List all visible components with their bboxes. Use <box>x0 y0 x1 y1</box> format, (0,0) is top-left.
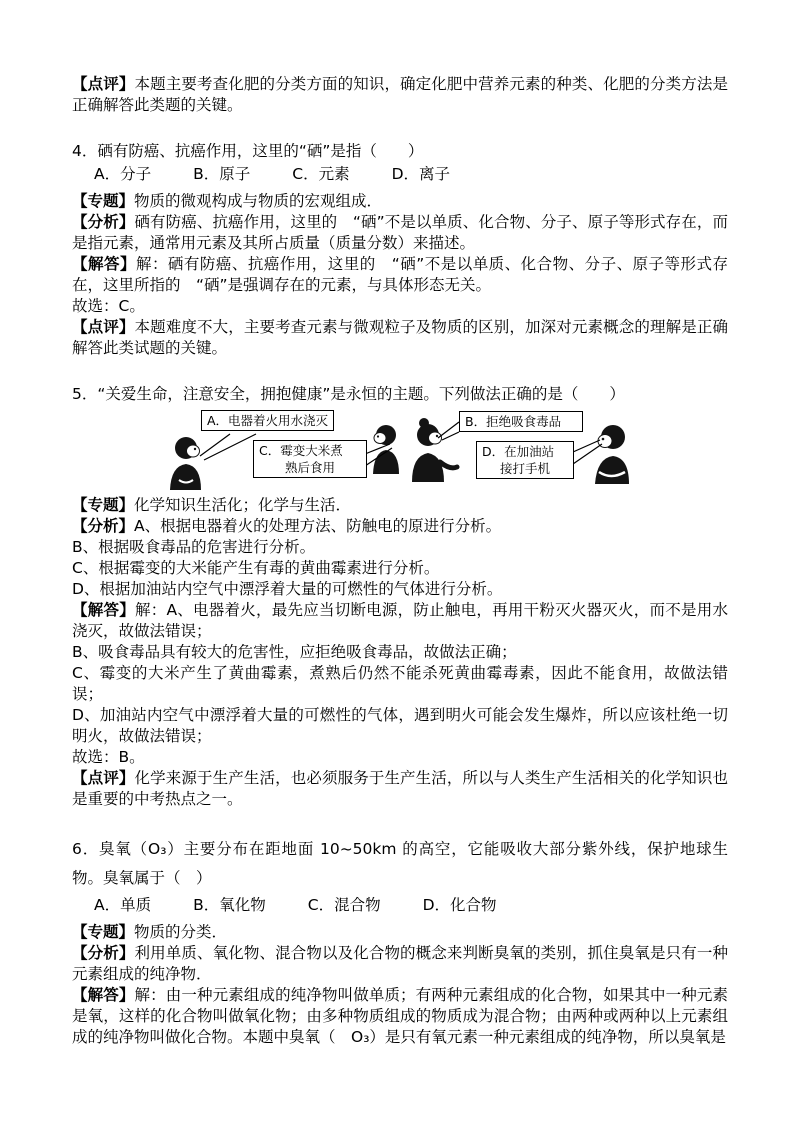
bubble-option-a: A．电器着火用水浇灭 <box>201 410 334 431</box>
q4-topic-text: 物质的微观构成与物质的宏观组成． <box>134 192 383 210</box>
topic-label: 【专题】 <box>72 192 135 210</box>
q5-analysis-a-text: A、根据电器着火的处理方法、防触电的原进行分析。 <box>134 517 502 535</box>
q6-options <box>94 895 728 916</box>
q6-answer <box>72 985 728 1048</box>
q6-option-d: D．化合物 <box>422 896 497 914</box>
analysis-label: 【分析】 <box>72 213 135 231</box>
q6-analysis <box>72 943 728 985</box>
q4-analysis-text: 硒有防癌、抗癌作用，这里的 “硒”不是以单质、化合物、分子、原子等形式存在，而是指元素，通常用元素及其所占质量（质量分数）来描述。 <box>72 213 728 252</box>
q5-answer-a-text: 解：A、电器着火，最先应当切断电源，防止触电，再用干粉灭火器灭火，而不是用水浇灭，故做法错误； <box>72 601 728 640</box>
q3-review <box>72 74 728 116</box>
q4-answer-text: 解：硒有防癌、抗癌作用，这里的 “硒”不是以单质、化合物、分子、原子等形式存在，这里所指的 “硒”是强调存在的元素，与具体形态无关。 <box>72 255 728 294</box>
q4-review <box>72 317 728 359</box>
q6-option-a: A．单质 <box>94 896 152 914</box>
q6-topic-text: 物质的分类． <box>134 923 228 941</box>
q5-analysis-d: D、根据加油站内空气中漂浮着大量的可燃性的气体进行分析。 <box>72 580 503 598</box>
q5-answer-a <box>72 600 728 642</box>
q5-question: 5．“关爱生命，注意安全，拥抱健康”是永恒的主题。下列做法正确的是（ ） <box>72 385 625 403</box>
q5-answer-b: B、吸食毒品具有较大的危害性，应拒绝吸食毒品，故做法正确； <box>72 643 517 661</box>
answer-label: 【解答】 <box>72 986 135 1004</box>
q5-topic <box>72 495 728 516</box>
q5-conclusion: 故选：B。 <box>72 748 145 766</box>
q5-answer-d: D、加油站内空气中漂浮着大量的可燃性的气体，遇到明火可能会发生爆炸，所以应该杜绝一切明火，故做法错误； <box>72 706 728 745</box>
q5-analysis-c: C、根据霉变的大米能产生有毒的黄曲霉素进行分析。 <box>72 559 440 577</box>
bubble-option-b: B．拒绝吸食毒品 <box>459 411 583 432</box>
review-label: 【点评】 <box>72 769 135 787</box>
q5-answer-c: C、霉变的大米产生了黄曲霉素，煮熟后仍然不能杀死黄曲霉毒素，因此不能食用，故做法错误； <box>72 664 728 703</box>
q5-review <box>72 768 728 810</box>
q6-option-c: C．混合物 <box>307 896 381 914</box>
q6-question: 6．臭氧（O₃）主要分布在距地面 10~50km 的高空，它能吸收大部分紫外线，保护地球生物。臭氧属于（ ） <box>72 840 728 887</box>
topic-label: 【专题】 <box>72 923 135 941</box>
q4-question: 4．硒有防癌、抗癌作用，这里的“硒”是指（ ） <box>72 142 424 160</box>
q6-answer-text: 解：由一种元素组成的纯净物叫做单质；有两种元素组成的化合物，如果其中一种元素是氧，这样的化合物叫做氧化物；由多种物质组成的物质成为混合物；由两种或两种以上元素组成的纯净物叫做化合物。本题中臭氧（ O₃）是只有氧元素一种元素组成的纯净物，所以臭氧是 <box>72 986 728 1046</box>
bubble-option-c <box>253 440 367 478</box>
exam-document <box>72 74 728 1048</box>
analysis-label: 【分析】 <box>72 517 135 535</box>
q6-analysis-text: 利用单质、氧化物、混合物以及化合物的概念来判断臭氧的类别，抓住臭氧是只有一种元素组成的纯净物． <box>72 944 728 983</box>
q5-topic-text: 化学知识生活化；化学与生活． <box>134 496 352 514</box>
bubble-option-d <box>476 441 574 479</box>
bubble-d-line2: 接打手机 <box>499 461 550 476</box>
q5-illustration <box>166 406 641 492</box>
q4-conclusion: 故选：C。 <box>72 297 145 315</box>
q5-analysis-b: B、根据吸食毒品的危害进行分析。 <box>72 538 316 556</box>
topic-label: 【专题】 <box>72 496 135 514</box>
bubble-c-line1: C．霉变大米煮 <box>259 443 343 458</box>
q4-options <box>94 164 728 185</box>
q4-option-a: A．分子 <box>94 165 152 183</box>
bubble-c-line2: 熟后食用 <box>284 460 335 475</box>
answer-label: 【解答】 <box>72 255 136 273</box>
q6-option-b: B．氧化物 <box>193 896 266 914</box>
q5-analysis-a <box>72 516 728 537</box>
q4-review-text: 本题难度不大，主要考查元素与微观粒子及物质的区别，加深对元素概念的理解是正确解答此类试题的关键。 <box>72 318 728 357</box>
q4-analysis <box>72 212 728 254</box>
analysis-label: 【分析】 <box>72 944 135 962</box>
q5-review-text: 化学来源于生产生活，也必须服务于生产生活，所以与人类生产生活相关的化学知识也是重要的中考热点之一。 <box>72 769 728 808</box>
q4-option-b: B．原子 <box>193 165 251 183</box>
q4-answer <box>72 254 728 296</box>
q4-topic <box>72 191 728 212</box>
q3-review-text: 本题主要考查化肥的分类方面的知识，确定化肥中营养元素的种类、化肥的分类方法是正确解答此类题的关键。 <box>72 75 728 114</box>
q4-option-c: C．元素 <box>292 165 350 183</box>
q4-option-d: D．离子 <box>391 165 451 183</box>
review-label: 【点评】 <box>72 318 135 336</box>
answer-label: 【解答】 <box>72 601 135 619</box>
q6-topic <box>72 922 728 943</box>
bubble-d-line1: D．在加油站 <box>482 444 555 459</box>
review-label: 【点评】 <box>72 75 135 93</box>
